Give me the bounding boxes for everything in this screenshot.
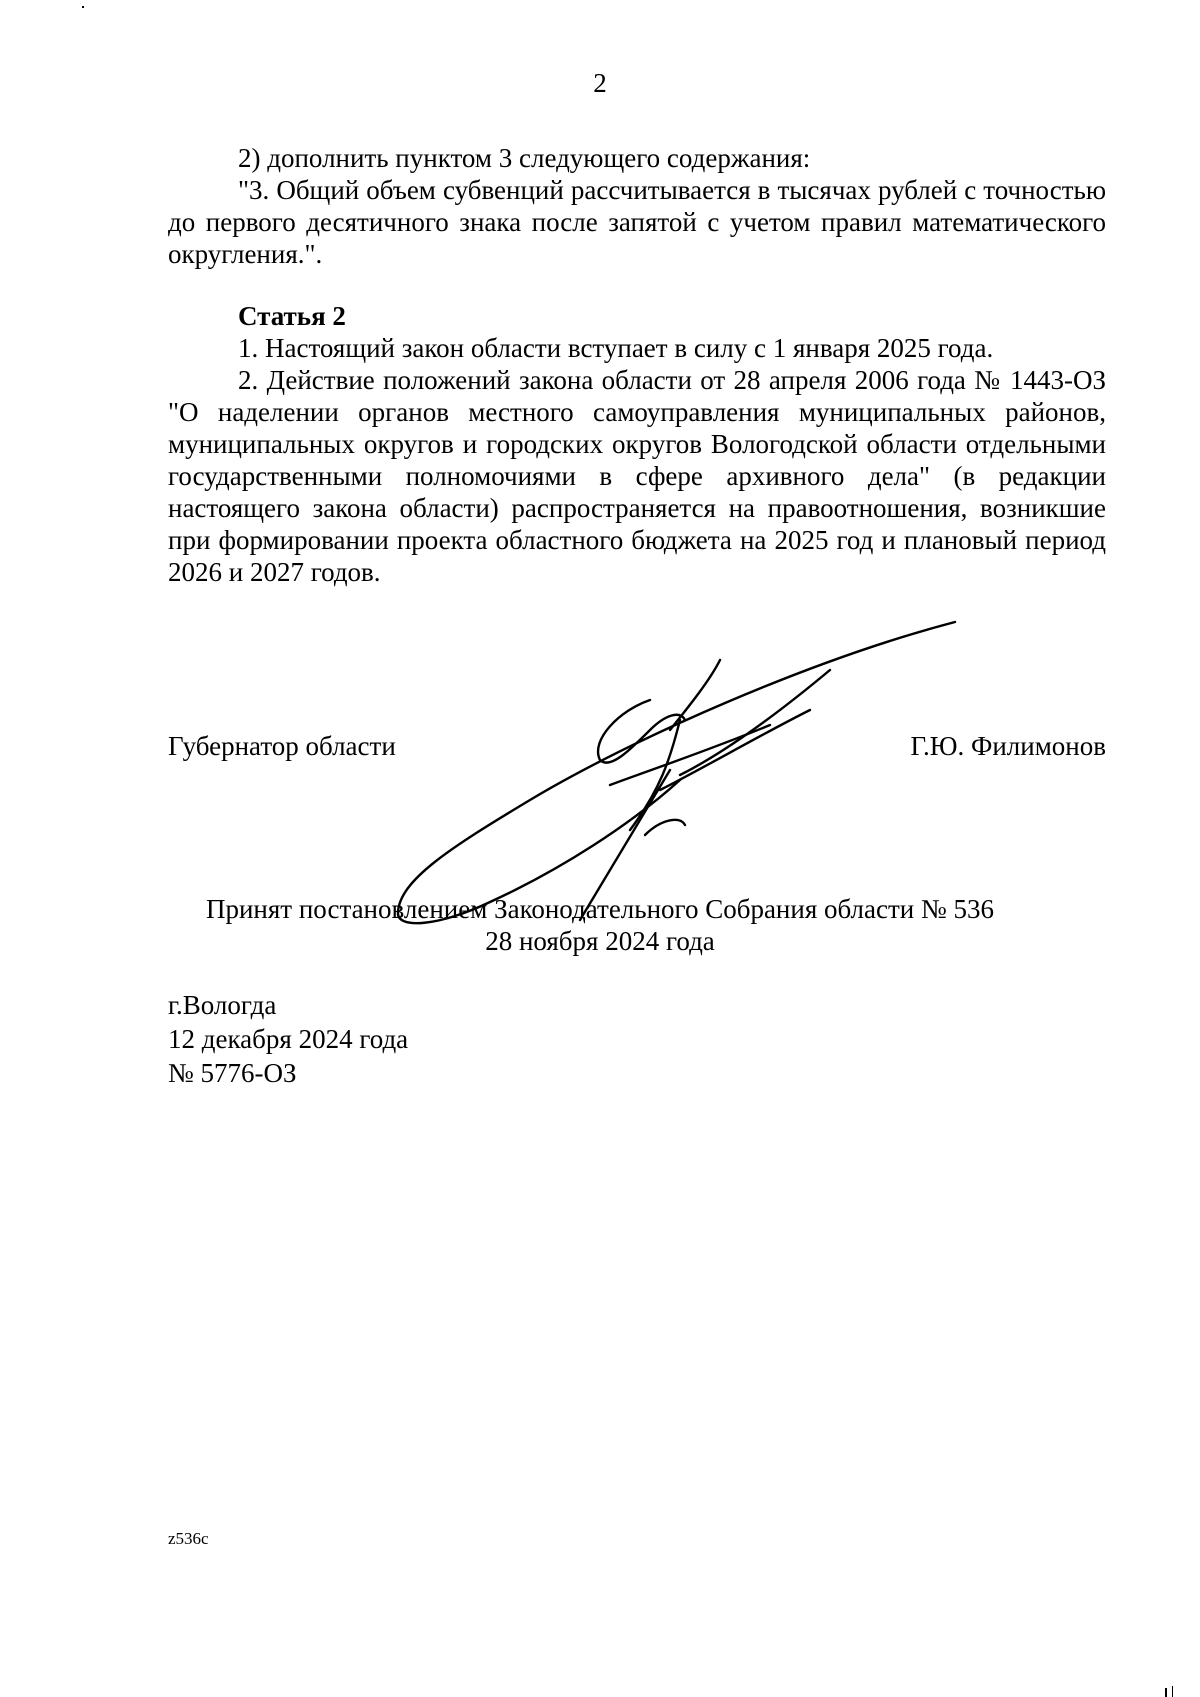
signatory-position: Губернатор области: [168, 731, 396, 761]
scan-artifact: [1165, 1688, 1167, 1697]
place-date-number: [168, 988, 408, 1090]
adoption-line-1: Принят постановлением Законодательного Собрания области № 536: [205, 894, 995, 924]
handwritten-signature: [380, 620, 960, 930]
article-2-point-2: 2. Действие положений закона области от 28 апреля 2006 года № 1443-ОЗ "О наделении органов местного самоуправления муниципальных районов, муниципальных округов и городских округов Вологодской области отдельными государственными полномочиями в сфере архивного дела" (в редакции настоящего закона области) распространяется на правоотношения, возникшие при формировании проекта областного бюджета на 2025 год и плановый период 2026 и 2027 годов.: [168, 365, 1106, 587]
amendment-item-3-text: "3. Общий объем субвенций рассчитывается в тысячах рублей с точностью до первого десятичного знака после запятой с учетом правил математического округления.".: [168, 175, 1106, 269]
article-2-heading: Статья 2: [238, 301, 346, 331]
signatory-name: Г.Ю. Филимонов: [910, 731, 1106, 761]
document-code: z536c: [168, 1529, 209, 1548]
scan-artifact: [1172, 1686, 1173, 1697]
page-number: 2: [593, 68, 607, 98]
signing-date: 12 декабря 2024 года: [168, 1024, 409, 1054]
law-number: № 5776-ОЗ: [168, 1058, 297, 1088]
amendment-item-2: 2) дополнить пунктом 3 следующего содержания:: [238, 143, 811, 173]
scan-artifact: [82, 6, 84, 8]
adoption-note: [0, 893, 1200, 957]
adoption-line-2: 28 ноября 2024 года: [485, 926, 715, 956]
document-body: [168, 142, 1106, 588]
article-2-point-1: 1. Настоящий закон области вступает в силу с 1 января 2025 года.: [238, 333, 994, 363]
city: г.Вологда: [168, 990, 277, 1020]
